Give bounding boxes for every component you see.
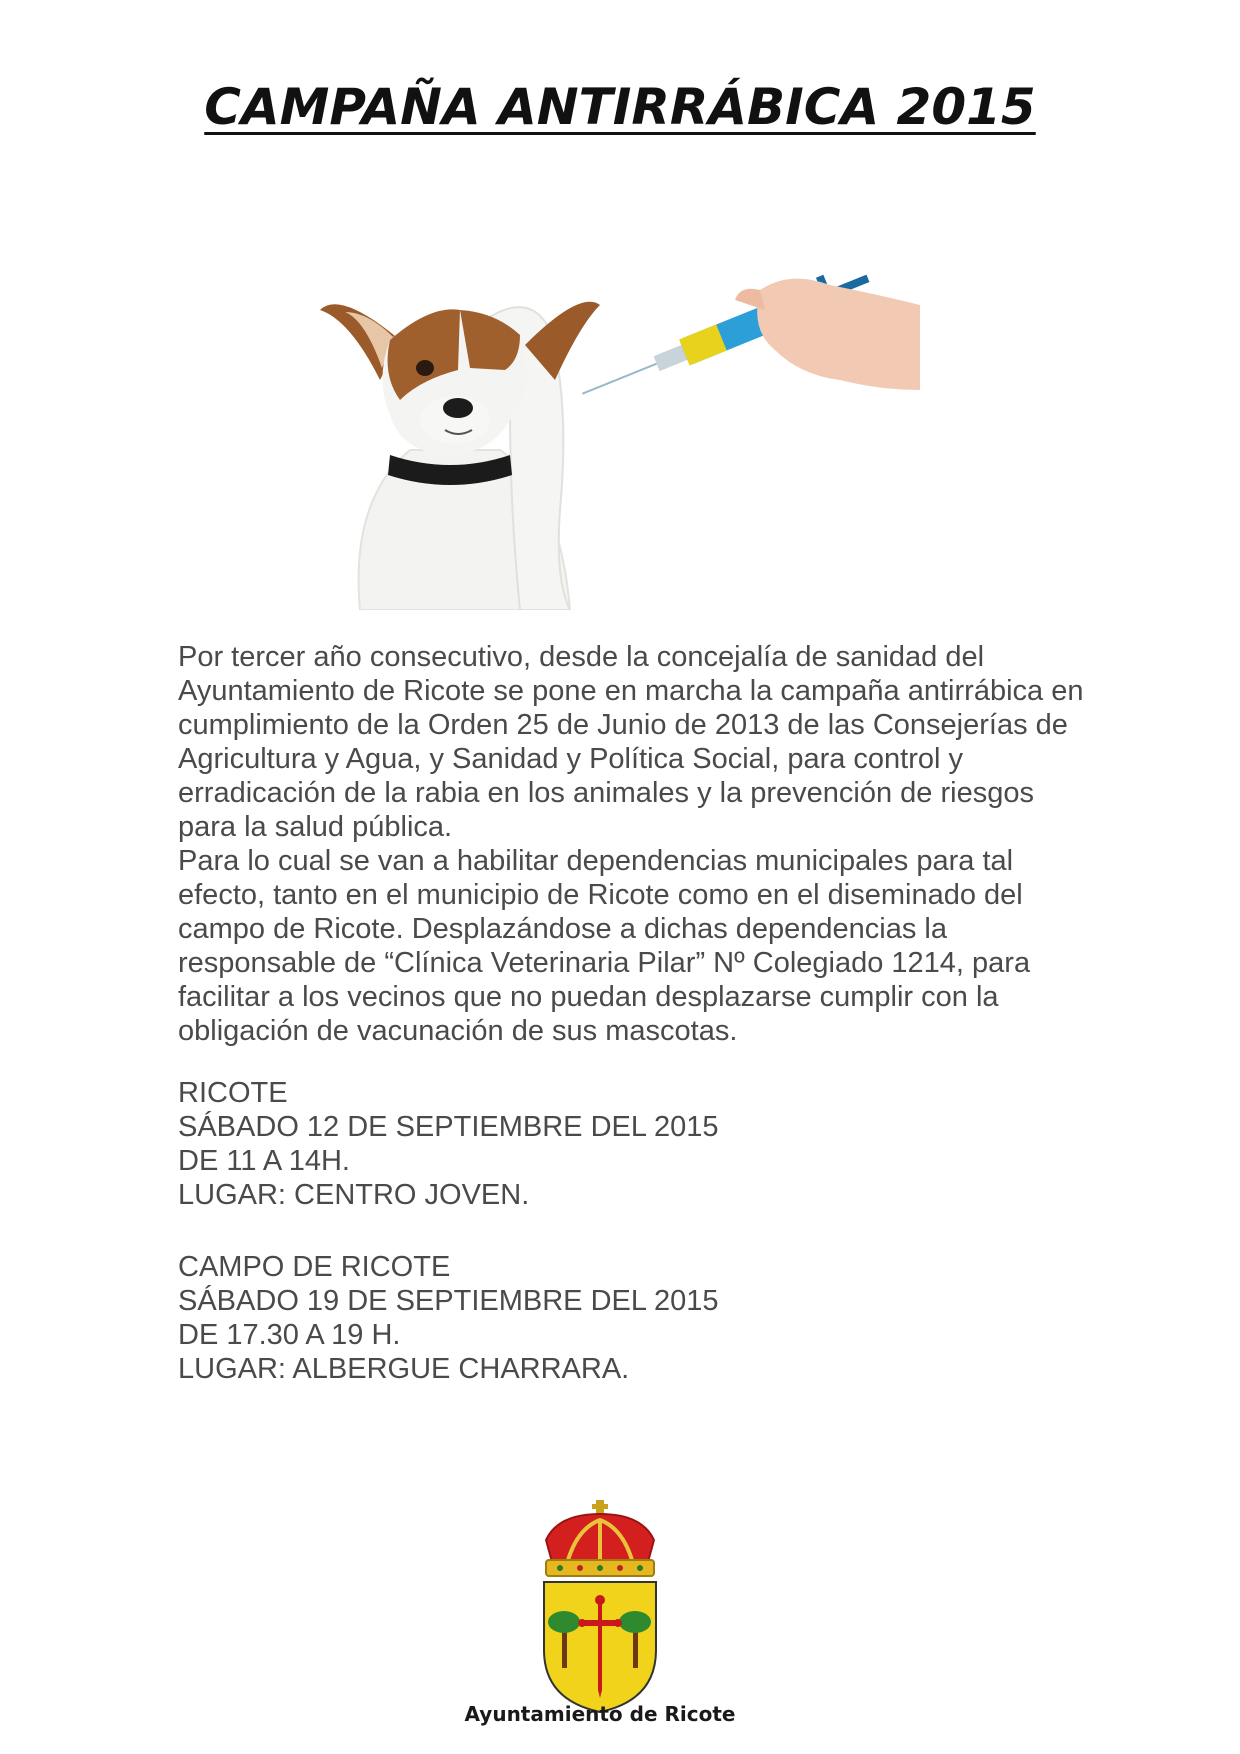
body-paragraph: Para lo cual se van a habilitar dependencias municipales para tal efecto, tanto en el municipio de Ricote como en el diseminado del campo de Ricote. Desplazándose a dichas dependencias la responsable de “Clínica Veterinaria Pilar” Nº Colegiado 1214, para facilitar a los vecinos que no puedan desplazarse cumplir con la obligación de vacunación de sus mascotas.: [178, 845, 1031, 1047]
session-time: DE 11 A 14H.: [178, 1145, 350, 1177]
page-title: CAMPAÑA ANTIRRÁBICA 2015: [204, 78, 1036, 136]
campaign-description: [178, 640, 1088, 1048]
session-place: RICOTE: [178, 1077, 288, 1109]
dog-vaccine-illustration: [320, 250, 940, 610]
session-campo-de-ricote: [178, 1250, 878, 1386]
session-place: CAMPO DE RICOTE: [178, 1251, 451, 1283]
session-venue: LUGAR: CENTRO JOVEN.: [178, 1179, 530, 1211]
session-date: SÁBADO 19 DE SEPTIEMBRE DEL 2015: [178, 1285, 719, 1317]
body-paragraph: Por tercer año consecutivo, desde la concejalía de sanidad del Ayuntamiento de Ricote se pone en marcha la campaña antirrábica en cumplimiento de la Orden 25 de Junio de 2013 de las Consejerías de Agricultura y Agua, y Sanidad y Política Social, para control y erradicación de la rabia en los animales y la prevención de riesgos para la salud pública.: [178, 641, 1084, 843]
session-venue: LUGAR: ALBERGUE CHARRARA.: [178, 1353, 630, 1385]
crest-caption: Ayuntamiento de Ricote: [464, 1702, 736, 1726]
session-date: SÁBADO 12 DE SEPTIEMBRE DEL 2015: [178, 1111, 719, 1143]
session-ricote: [178, 1076, 878, 1212]
session-time: DE 17.30 A 19 H.: [178, 1319, 401, 1351]
municipal-crest-icon: [538, 1500, 662, 1720]
